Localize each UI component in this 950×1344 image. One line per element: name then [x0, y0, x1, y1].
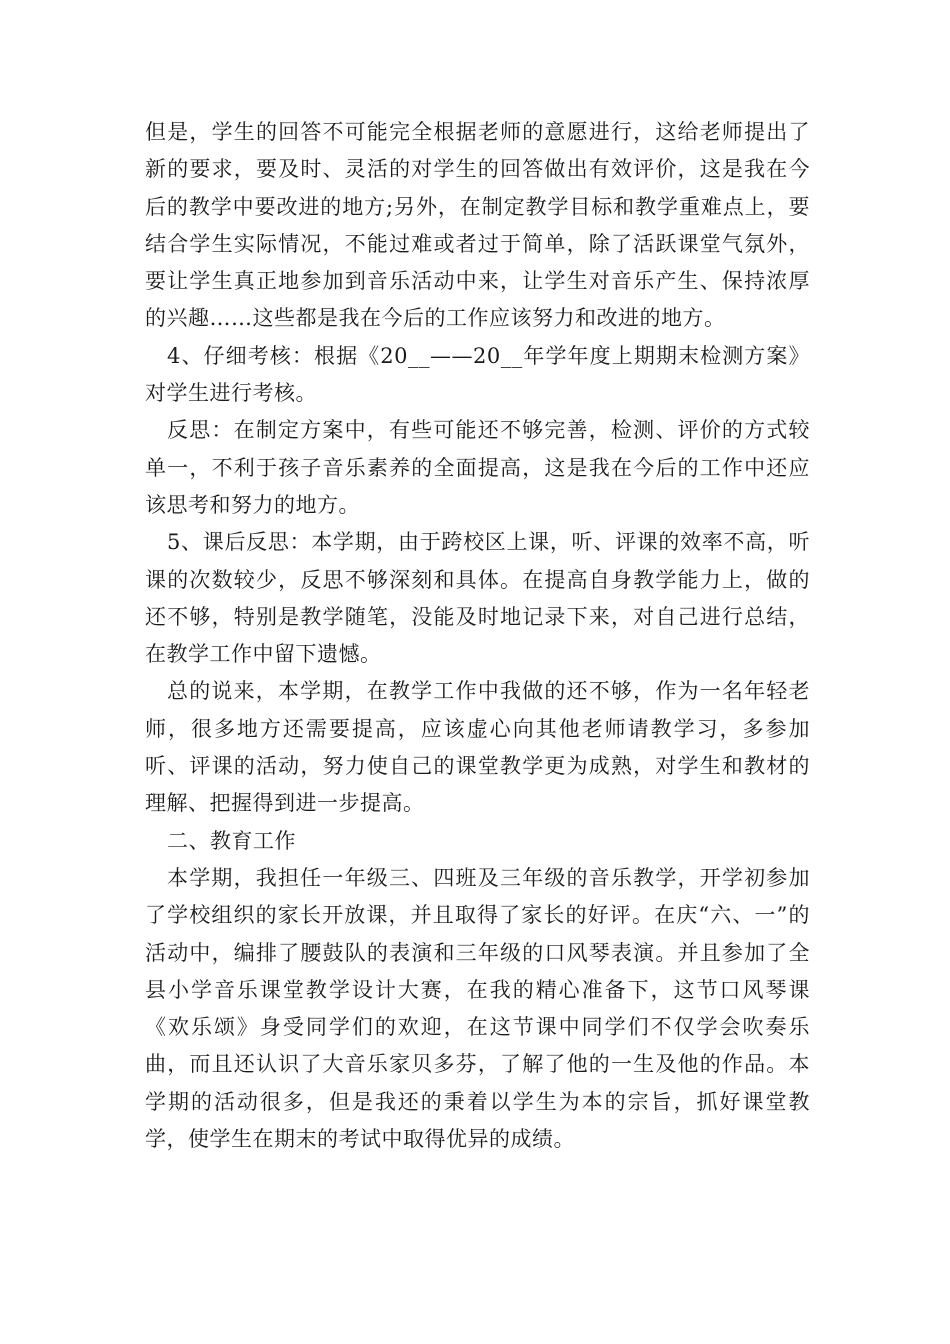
- paragraph-assessment-reflection: 反思：在制定方案中，有些可能还不够完善，检测、评价的方式较单一，不利于孩子音乐素养的全面提高，这是我在今后的工作中还应该思考和努力的地方。: [145, 418, 810, 517]
- section-heading-education-work: 二、教育工作: [167, 828, 296, 853]
- paragraph-after-class-reflection: 5、课后反思：本学期，由于跨校区上课，听、评课的效率不高，听课的次数较少，反思不够深刻和具体。在提高自身教学能力上，做的还不够，特别是教学随笔，没能及时地记录下来，对自己进行总结，在教学工作中留下遗憾。: [145, 530, 810, 667]
- paragraph-reflection-continued: 但是，学生的回答不可能完全根据老师的意愿进行，这给老师提出了新的要求，要及时、灵活的对学生的回答做出有效评价，这是我在今后的教学中要改进的地方;另外，在制定教学目标和教学重难点上，要结合学生实际情况，不能过难或者过于简单，除了活跃课堂气氛外，要让学生真正地参加到音乐活动中来，让学生对音乐产生、保持浓厚的兴趣……这些都是我在今后的工作应该努力和改进的地方。: [145, 120, 810, 331]
- paragraph-assessment: 4、仔细考核：根据《20__——20__年学年度上期期末检测方案》对学生进行考核。: [145, 343, 810, 406]
- paragraph-education-work: 本学期，我担任一年级三、四班及三年级的音乐教学，开学初参加了学校组织的家长开放课，并且取得了家长的好评。在庆“六、一”的活动中，编排了腰鼓队的表演和三年级的口风琴表演。并且参加了全县小学音乐课堂教学设计大赛，在我的精心准备下，这节口风琴课《欢乐颂》身受同学们的欢迎，在这节课中同学们不仅学会吹奏乐曲，而且还认识了大音乐家贝多芬，了解了他的一生及他的作品。本学期的活动很多，但是我还的秉着以学生为本的宗旨，抓好课堂教学，使学生在期末的考试中取得优异的成绩。: [145, 865, 810, 1152]
- paragraph-summary: 总的说来，本学期，在教学工作中我做的还不够，作为一名年轻老师，很多地方还需要提高，应该虚心向其他老师请教学习，多参加听、评课的活动，努力使自己的课堂教学更为成熟，对学生和教材的理解、把握得到进一步提高。: [145, 679, 810, 816]
- document-page: [145, 114, 810, 1158]
